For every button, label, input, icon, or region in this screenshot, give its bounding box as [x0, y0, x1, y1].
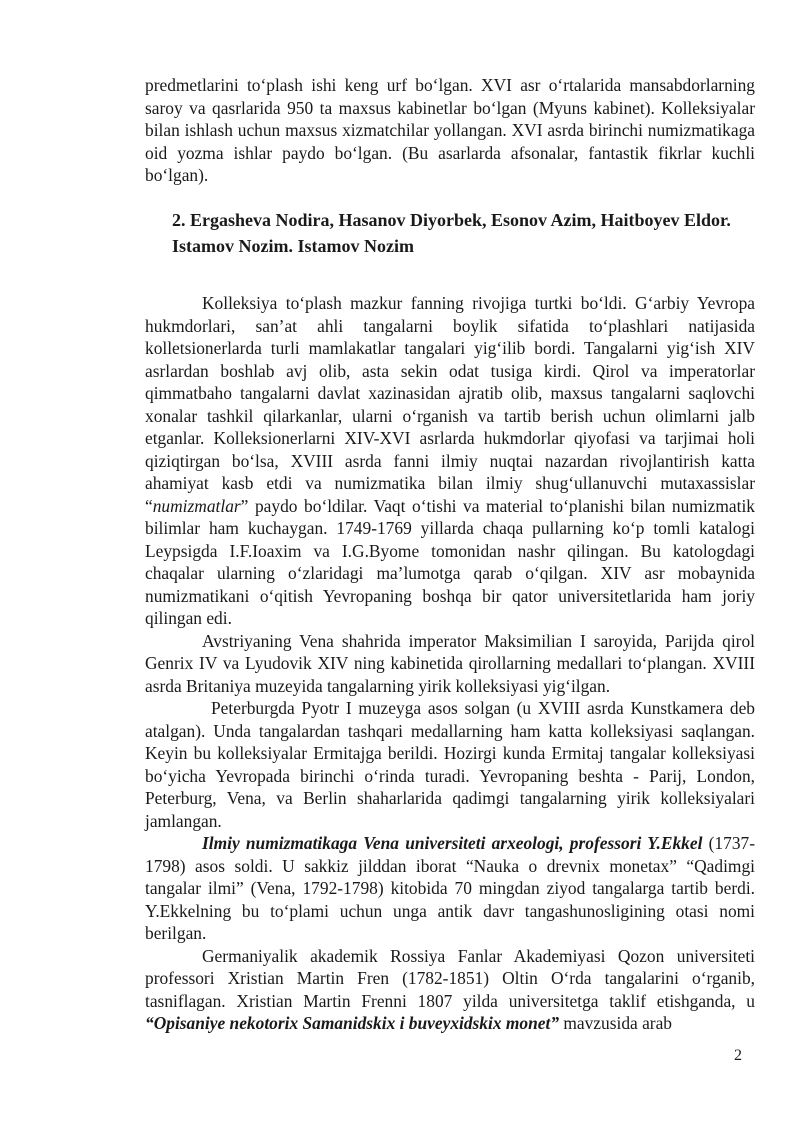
- paragraph-fren: [145, 945, 755, 1035]
- paragraph-text: Germaniyalik akademik Rossiya Fanlar Akademiyasi Qozon universiteti professori Xristian Martin Fren (1782-1851) Oltin O‘rda tangalarini o‘rganib, tasniflagan. Xristian Martin Frenni 1807 yilda universitetga taklif etishganda, u: [145, 945, 755, 1011]
- page-number: 2: [734, 1047, 742, 1064]
- intro-paragraph: predmetlarini to‘plash ishi keng urf bo‘lgan. XVI asr o‘rtalarida mansabdorlarning saroy va qasrlarida 950 ta maxsus kabinetlar bo‘lgan (Myuns kabinet). Kolleksiyalar bilan ishlash uchun maxsus xizmatchilar yollangan. XVI asrda birinchi numizmatikaga oid yozma ishlar paydo bo‘lgan. (Bu asarlarda afsonalar, fantastik fikrlar kuchli bo‘lgan).: [145, 75, 755, 185]
- paragraph-text: Kolleksiya to‘plash mazkur fanning rivojiga turtki bo‘ldi. G‘arbiy Yevropa hukmdorlari, san’at ahli tangalarni boylik sifatida to‘plashlari natijasida kolletsionerlarda turli mamlakatlar tangalari yig‘ilib bordi. Tangalarni yig‘ish XIV asrlardan boshlab avj olib, asta sekin odat tusiga kirdi. Qirol va imperatorlar qimmatbaho tangalarni davlat xazinasidan ajratib olib, maxsus tangalarni saqlovchi xonalar tashkil qilarkanlar, ularni o‘rganish va tartib berish uchun olimlarni jalb etganlar. Kolleksionerlarni XIV-XVI asrlarda hukmdorlar qiyofasi va tarjimai holi qiziqtirgan bo‘lsa, XVIII asrda fanni ilmiy nuqtai nazardan rivojlantirish katta ahamiyat kasb etdi va numizmatika bilan ilmiy shug‘ullanuvchi mutaxassislar “: [145, 293, 755, 516]
- paragraph-text: mavzusida arab: [559, 1013, 673, 1033]
- paragraph-vienna-paris: Avstriyaning Vena shahrida imperator Maksimilian I saroyida, Parijda qirol Genrix IV va Lyudovik XIV ning kabinetida qirollarning medallari to‘plangan. XVIII asrda Britaniya muzeyida tangalarning yirik kolleksiyasi yig‘ilgan.: [145, 630, 755, 696]
- emphasis-text: Ilmiy numizmatikaga Vena universiteti arxeologi, professori Y.Ekkel: [202, 833, 703, 853]
- paragraph-petersburg: Peterburgda Pyotr I muzeyga asos solgan (u XVIII asrda Kunstkamera deb atalgan). Unda tangalardan tashqari medallarning ham katta kolleksiyasi saqlangan. Keyin bu kolleksiyalar Ermitajga berildi. Hozirgi kunda Ermitaj tangalar kolleksiyasi bo‘yicha Yevropada birinchi o‘rinda turadi. Yevropaning beshta - Parij, London, Peterburg, Vena, va Berlin shaharlarida qadimgi tangalarning yirik kolleksiyalari jamlangan.: [145, 698, 755, 831]
- paragraph-collection-history: [145, 292, 755, 630]
- paragraph-text: (1737-1798) asos soldi. U sakkiz jilddan iborat “Nauka o drevnix monetax” “Qadimgi tangalar ilmi” (Vena, 1792-1798) kitobida 70 mingdan ziyod tangalarga tartib berdi. Y.Ekkelning bu to‘plami uchun unga antik davr tangashunosligining otasi nomi berilgan.: [145, 833, 755, 943]
- body-text: [145, 292, 755, 1035]
- emphasis-text: numizmatlar: [152, 495, 241, 516]
- paragraph-ekkel: [145, 832, 755, 945]
- section-heading: 2. Ergasheva Nodira, Hasanov Diyorbek, Esonov Azim, Haitboyev Eldor. Istamov Nozim. Istamov Nozim: [172, 210, 731, 256]
- emphasis-text: “Opisaniye nekotorix Samanidskix i buveyxidskix monet”: [145, 1013, 560, 1033]
- paragraph-text: ” paydo bo‘ldilar. Vaqt o‘tishi va material to‘planishi bilan numizmatik bilimlar ham kuchaygan. 1749-1769 yillarda chaqa pullarning ko‘p tomli katalogi Leypsigda I.F.Ioaxim va I.G.Byome tomonidan nashr qilingan. Bu katologdagi chaqalar ularning o‘zlaridagi ma’lumotga qarab o‘qilgan. XIV asr mobaynida numizmatikani o‘qitish Yevropaning boshqa bir qator universitetlarida ham joriy qilingan edi.: [145, 495, 755, 628]
